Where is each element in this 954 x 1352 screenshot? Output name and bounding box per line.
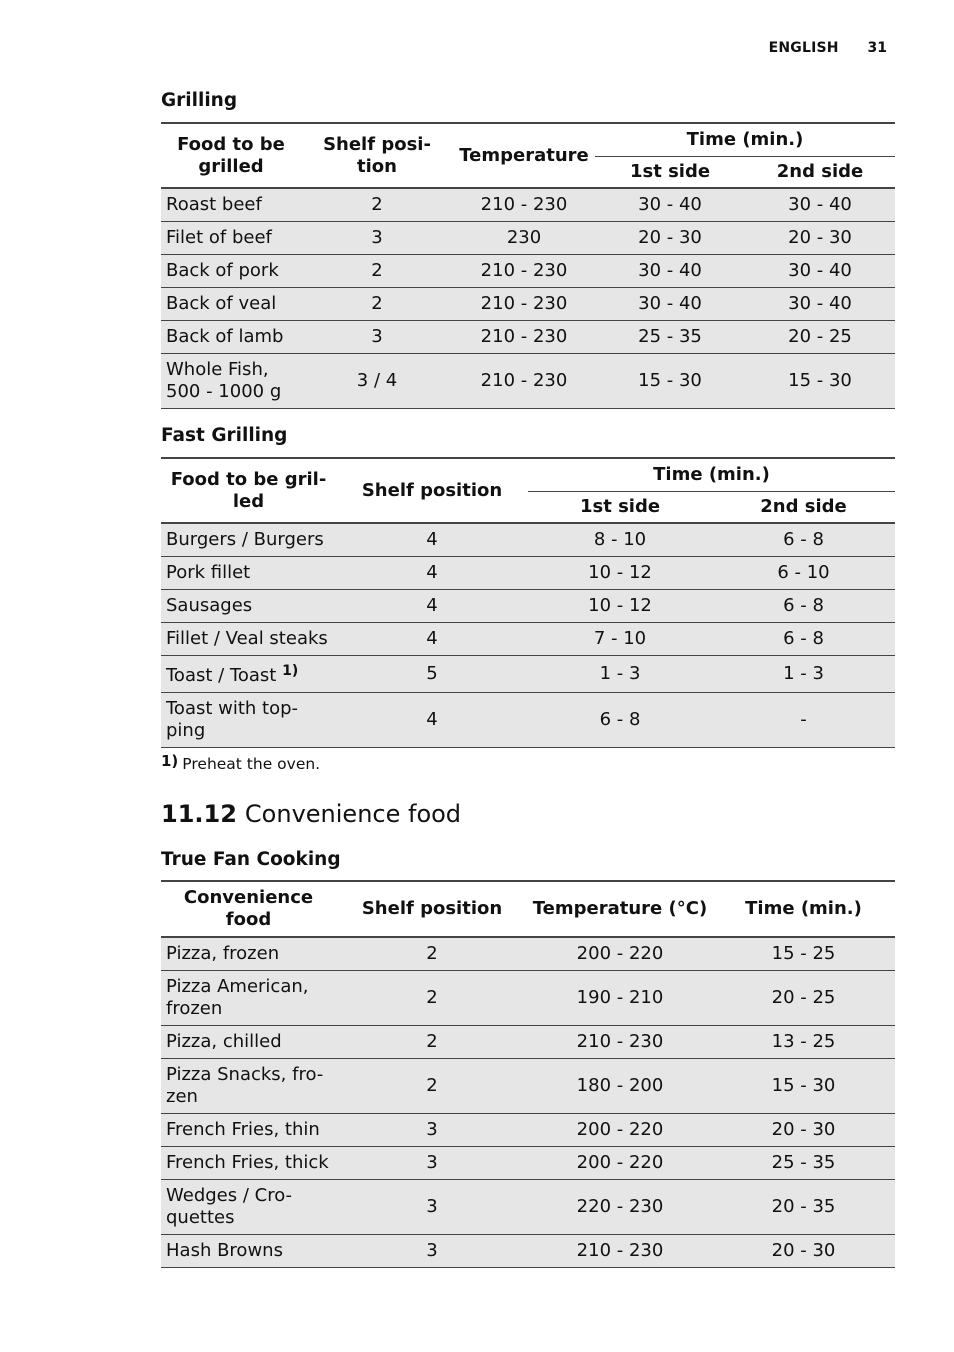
header-food: Food to be gril-led: [170, 468, 327, 512]
section-number: 11.12: [161, 800, 237, 828]
header-shelf: Shelf posi-tion: [323, 133, 431, 177]
section-title: [161, 800, 461, 828]
header-food: Food to be grilled: [177, 133, 285, 177]
fast-grilling-table: [161, 457, 895, 748]
table-row: Back of veal 2 210 - 230 30 - 40 30 - 40: [161, 287, 895, 320]
language-label: ENGLISH: [768, 40, 839, 56]
grilling-table: [161, 122, 895, 409]
table-row: Pizza Snacks, fro-zen 2 180 - 200 15 - 30: [161, 1058, 895, 1113]
table-row: Burgers / Burgers 4 8 - 10 6 - 8: [161, 523, 895, 556]
table-row: Toast / Toast $^{1)}$ 5 1 - 3 1 - 3: [161, 655, 895, 692]
header-time: Time (min.): [745, 898, 862, 919]
header-side2: 2nd side: [760, 495, 847, 517]
true-fan-title: True Fan Cooking: [161, 849, 341, 870]
table-row: Whole Fish, 500 - 1000 g 3 / 4 210 - 230 15 - 30 15 - 30: [161, 353, 895, 408]
header-time: Time (min.): [528, 458, 895, 491]
footnote-text: Preheat the oven.: [182, 755, 321, 773]
table-row: Fillet / Veal steaks 4 7 - 10 6 - 8: [161, 622, 895, 655]
table-row: French Fries, thick 3 200 - 220 25 - 35: [161, 1146, 895, 1179]
true-fan-table: [161, 880, 895, 1268]
table-row: Toast with top-ping 4 6 - 8 -: [161, 692, 895, 747]
table-row: Hash Browns 3 210 - 230 20 - 30: [161, 1234, 895, 1267]
table-row: Wedges / Cro-quettes 3 220 - 230 20 - 35: [161, 1179, 895, 1234]
table-row: Pizza, chilled 2 210 - 230 13 - 25: [161, 1025, 895, 1058]
footnote-mark: 1): [282, 663, 299, 679]
grilling-title: Grilling: [161, 90, 238, 111]
table-row: Back of pork 2 210 - 230 30 - 40 30 - 40: [161, 254, 895, 287]
table-row: French Fries, thin 3 200 - 220 20 - 30: [161, 1113, 895, 1146]
table-row: Back of lamb 3 210 - 230 25 - 35 20 - 25: [161, 320, 895, 353]
header-shelf: Shelf position: [361, 479, 503, 501]
table-row: Sausages 4 10 - 12 6 - 8: [161, 589, 895, 622]
table-row: Pork fillet 4 10 - 12 6 - 10: [161, 556, 895, 589]
header-food: Convenience food: [183, 887, 314, 930]
page-number: 31: [867, 40, 887, 56]
page-header: [769, 38, 887, 56]
table-row: Filet of beef 3 230 20 - 30 20 - 30: [161, 221, 895, 254]
table-row: Pizza, frozen 2 200 - 220 15 - 25: [161, 937, 895, 970]
fast-grilling-title: Fast Grilling: [161, 425, 288, 446]
section-name: Convenience food: [244, 800, 462, 828]
table-row: Pizza American, frozen 2 190 - 210 20 - 25: [161, 970, 895, 1025]
table-row: Roast beef 2 210 - 230 30 - 40 30 - 40: [161, 188, 895, 221]
footnote: [161, 752, 320, 773]
header-shelf: Shelf position: [361, 898, 503, 919]
header-time: Time (min.): [595, 123, 895, 156]
header-side1: 1st side: [629, 160, 711, 182]
footnote-mark: 1): [161, 752, 179, 770]
header-temperature: Temperature (°C): [532, 898, 708, 919]
header-side1: 1st side: [579, 495, 661, 517]
header-temperature: Temperature: [459, 144, 589, 166]
header-side2: 2nd side: [776, 160, 864, 182]
